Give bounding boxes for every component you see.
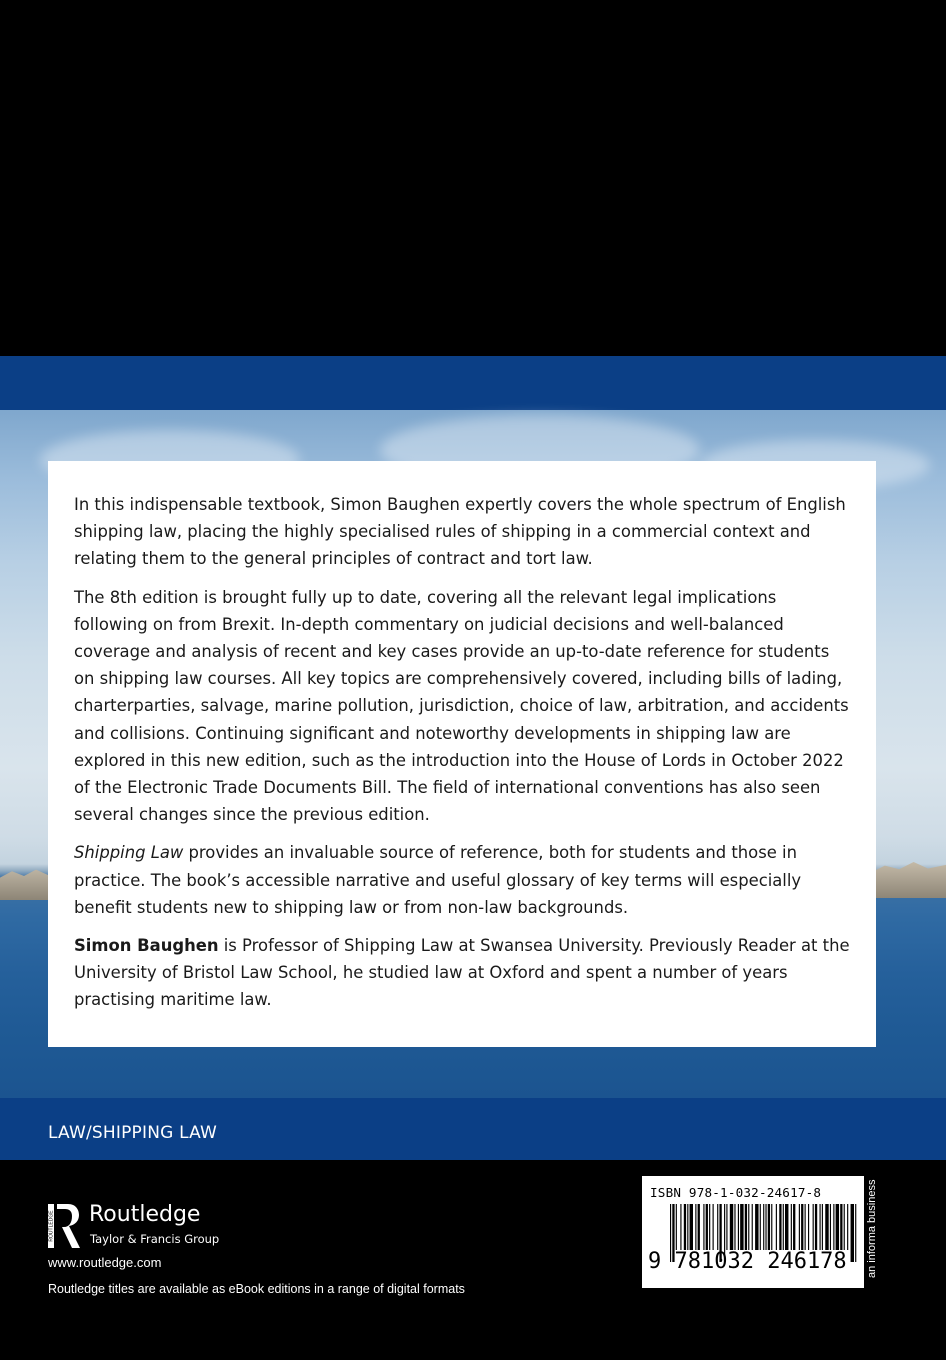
barcode-bar — [830, 1204, 831, 1250]
barcode-bar — [680, 1204, 681, 1250]
barcode-bar — [779, 1204, 781, 1250]
description-paragraph-2: The 8th edition is brought fully up to date, covering all the relevant legal implications following on from Brexit. In-depth commentary on judicial decisions and well-balanced coverage and analysis of recent and key cases provide an up-to-date reference for students on shipping law courses. All key topics are comprehensively covered, including bills of lading, charterparties, salvage, marine pollution, jurisdiction, choice of law, arbitration, and accidents and collisions. Continuing significant and noteworthy developments in shipping law are explored in this new edition, such as the introduction into the House of Lords in October 2022 of the Electronic Trade Documents Bill. The field of international conventions has also seen several changes since the previous edition. — [74, 587, 849, 825]
barcode-bar — [768, 1204, 770, 1250]
barcode-bar — [771, 1204, 772, 1250]
ebook-note: Routledge titles are available as eBook editions in a range of digital formats — [48, 1282, 465, 1296]
subject-category: LAW/SHIPPING LAW — [48, 1123, 218, 1143]
barcode-bar — [738, 1204, 739, 1250]
barcode-bar — [776, 1204, 777, 1250]
barcode-bar — [844, 1204, 845, 1250]
barcode-bar — [793, 1204, 795, 1250]
barcode-bar — [755, 1204, 758, 1250]
barcode-bar — [698, 1204, 700, 1250]
publisher-website[interactable]: www.routledge.com — [48, 1255, 162, 1270]
barcode-bar — [734, 1204, 735, 1250]
barcode-bar — [695, 1204, 696, 1250]
barcode-bar — [676, 1204, 677, 1250]
barcode-bar — [713, 1204, 714, 1250]
author-bio-text: is Professor of Shipping Law at Swansea University. Previously Reader at the University of Bristol Law School, he studied law at Oxford and spent a number of years practising maritime law. — [74, 936, 850, 1010]
barcode-bar — [785, 1204, 788, 1250]
barcode-bar — [805, 1204, 806, 1250]
barcode-bar — [703, 1204, 704, 1250]
barcode-bar — [847, 1204, 848, 1250]
barcode-bar — [690, 1204, 693, 1250]
barcode-bar — [825, 1204, 828, 1250]
barcode-bar — [833, 1204, 834, 1250]
barcode-bar — [820, 1204, 821, 1250]
book-title: Shipping Law — [74, 843, 184, 863]
top-black-area — [0, 0, 946, 356]
description-panel — [48, 461, 876, 1047]
isbn-barcode — [642, 1176, 864, 1288]
isbn-label: ISBN 978-1-032-24617-8 — [650, 1185, 822, 1200]
barcode-bar — [836, 1204, 839, 1250]
barcode-bar — [730, 1204, 733, 1250]
barcode-bar — [851, 1204, 854, 1262]
barcode-bar — [799, 1204, 800, 1250]
routledge-logo-icon — [48, 1202, 82, 1250]
barcode-bar — [687, 1204, 688, 1250]
barcode-bar — [815, 1204, 817, 1250]
publisher-name: Routledge — [89, 1202, 201, 1227]
barcode-bar — [840, 1204, 842, 1250]
barcode-bar — [822, 1204, 823, 1250]
barcode-bar — [813, 1204, 814, 1250]
top-blue-band — [0, 356, 946, 410]
barcode-bar — [745, 1204, 747, 1250]
paragraph-3-text: provides an invaluable source of reference, both for students and those in practice. The book’s accessible narrative and useful glossary of key terms will especially benefit students new to shipping law or from non-law backgrounds. — [74, 843, 802, 917]
publisher-group: Taylor & Francis Group — [90, 1232, 220, 1246]
barcode-bar — [752, 1204, 753, 1250]
barcode-bar — [801, 1204, 803, 1250]
barcode-bar — [717, 1204, 718, 1250]
barcode-bar — [765, 1204, 766, 1250]
barcode-bar — [808, 1204, 809, 1250]
barcode-digits: 9 781032 246178 — [648, 1249, 847, 1274]
barcode-bar — [763, 1204, 764, 1250]
barcode-bar — [748, 1204, 749, 1250]
barcode-bar — [726, 1204, 727, 1250]
author-bio — [74, 932, 850, 1014]
barcode-bar — [709, 1204, 710, 1250]
description-paragraph-1: In this indispensable textbook, Simon Baughen expertly covers the whole spectrum of English shipping law, placing the highly specialised rules of shipping in a commercial context and relating them to the general principles of contract and tort law. — [74, 495, 846, 569]
barcode-bar — [740, 1204, 743, 1250]
barcode-bar — [855, 1204, 856, 1262]
barcode-bar — [791, 1204, 792, 1250]
barcode-bar — [760, 1204, 761, 1250]
author-name: Simon Baughen — [74, 936, 219, 956]
description-paragraph-3 — [74, 839, 850, 921]
svg-text:ROUTLEDGE: ROUTLEDGE — [48, 1210, 55, 1242]
informa-business-label: an informa business — [866, 1179, 878, 1278]
barcode-bar — [684, 1204, 686, 1250]
barcode-bar — [783, 1204, 784, 1250]
breakwater-right — [874, 862, 946, 898]
barcode-bar — [706, 1204, 708, 1250]
